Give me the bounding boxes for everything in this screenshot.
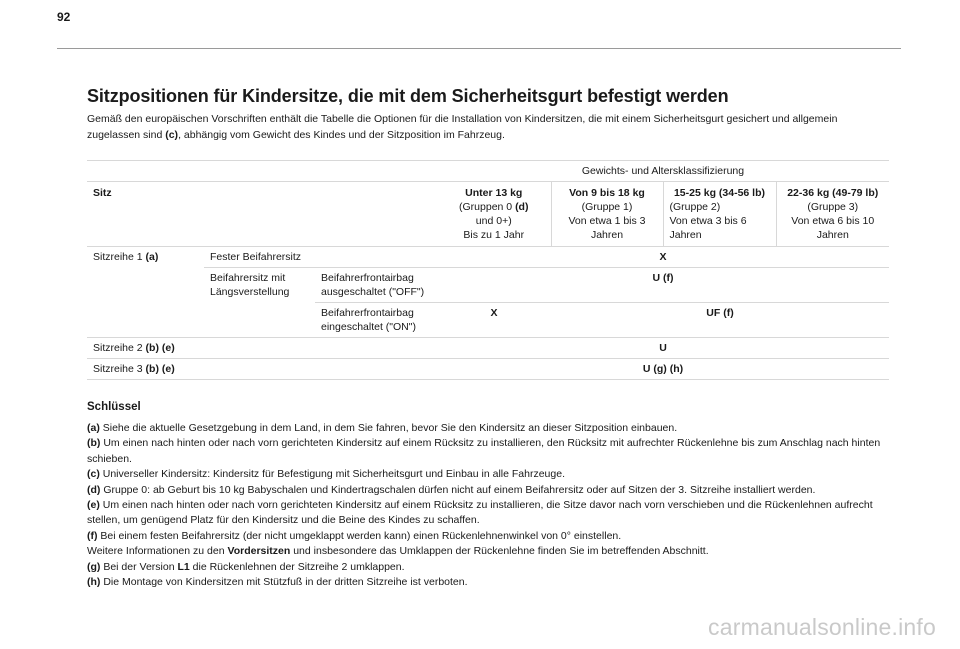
key-item-c	[87, 467, 893, 482]
row-label-row1	[87, 247, 204, 338]
column-age: Von etwa 3 bis 6	[669, 215, 747, 227]
row-label-row2	[87, 338, 437, 359]
page-title: Sitzpositionen für Kindersitze, die mit dem Sicherheitsgurt befestigt werden	[87, 86, 729, 106]
key-text: die Rückenlehnen der Sitzreihe 2 umklappen.	[189, 560, 405, 573]
watermark: carmanualsonline.info	[708, 614, 936, 640]
key-title: Schlüssel	[87, 401, 141, 413]
column-group-label: (Gruppe 2)	[669, 201, 721, 213]
column-title: 22-36 kg (49-79 lb)	[787, 187, 879, 199]
table-row	[87, 247, 889, 268]
header-divider	[57, 48, 901, 49]
column-group-label: (Gruppe 3)	[807, 201, 859, 213]
column-header-group-2	[663, 182, 776, 247]
key-text: Bei einem festen Beifahrersitz (der nicht umgeklappt werden kann) einen Rückenlehnenwinkel von 0° einstellen.	[97, 529, 622, 542]
key-text: und insbesondere das Umklappen der Rückenlehne finden Sie im betreffenden Abschnitt.	[290, 545, 709, 558]
column-ref-d: (d)	[515, 201, 529, 213]
column-age-unit: Jahren	[669, 229, 702, 241]
key-ref: (e)	[87, 499, 100, 512]
column-age: Von etwa 1 bis 3 Jahren	[568, 215, 646, 241]
classification-header: Gewichts- und Altersklassifizierung	[437, 161, 889, 182]
key-text: Um einen nach hinten oder nach vorn gerichteten Kindersitz auf einem Rücksitz zu installieren, den Rücksitz mit aufrechter Rückenlehne bis zum Anschlag nach hinten schieben.	[87, 437, 881, 465]
airbag-on-value-group0: X	[437, 303, 551, 338]
row-ref: (b) (e)	[145, 342, 175, 354]
column-group-suffix: und 0+)	[475, 215, 512, 227]
column-title: Von 9 bis 18 kg	[569, 187, 645, 199]
adjustable-seat-label: Beifahrersitz mit Längsverstellung	[204, 268, 315, 338]
row-label-text: Sitzreihe 1	[93, 251, 146, 263]
intro-ref-c: (c)	[165, 129, 179, 141]
key-ref: (a)	[87, 422, 100, 434]
fixed-seat-label: Fester Beifahrersitz	[204, 247, 437, 268]
table-row	[87, 268, 889, 303]
column-age: Bis zu 1 Jahr	[463, 229, 525, 241]
child-seat-table	[87, 160, 889, 380]
column-group-text	[443, 200, 545, 214]
key-item-h	[87, 575, 893, 590]
key-text: Siehe die aktuelle Gesetzgebung in dem Land, in dem Sie fahren, bevor Sie den Kindersitz an dieser Sitzposition einbauen.	[99, 422, 678, 434]
key-bold: L1	[177, 560, 190, 573]
airbag-on-value-rest: UF (f)	[551, 303, 889, 338]
row2-value: U	[437, 338, 889, 359]
column-header-group-0	[437, 182, 551, 247]
column-header-group-3	[776, 182, 889, 247]
intro-text: Gemäß den europäischen Vorschriften enthält die Tabelle die Optionen für die Installation von Kindersitzen, die mit einem Sicherheitsgurt gesichert und allgemein zugelassen sind	[87, 113, 838, 141]
airbag-off-value: U (f)	[437, 268, 889, 303]
airbag-off-label: Beifahrerfrontairbag ausgeschaltet ("OFF")	[315, 268, 437, 303]
column-title: Unter 13 kg	[465, 187, 523, 199]
table-row	[87, 338, 889, 359]
column-header-group-1	[551, 182, 663, 247]
key-list	[87, 421, 893, 590]
table-row	[87, 359, 889, 380]
key-ref: (g)	[87, 560, 101, 573]
key-text: Weitere Informationen zu den	[87, 545, 228, 558]
key-text: Bei der Version	[100, 560, 178, 573]
page-number: 92	[57, 10, 71, 24]
key-info-line	[87, 544, 893, 559]
key-bold: Vordersitzen	[227, 545, 291, 558]
airbag-on-label: Beifahrerfrontairbag eingeschaltet ("ON")	[315, 303, 437, 338]
key-item-d	[87, 483, 893, 498]
key-ref: (h)	[87, 576, 101, 589]
key-item-g	[87, 560, 893, 575]
key-ref: (b)	[87, 437, 101, 450]
intro-paragraph	[87, 111, 887, 143]
column-group-label: (Gruppen 0	[459, 201, 516, 213]
key-item-e	[87, 498, 893, 529]
key-ref: (c)	[87, 468, 100, 481]
row-ref-a: (a)	[145, 251, 159, 263]
column-age: Von etwa 6 bis 10 Jahren	[791, 215, 875, 241]
intro-text-end: , abhängig vom Gewicht des Kindes und der Sitzposition im Fahrzeug.	[178, 129, 505, 141]
key-text: Um einen nach hinten oder nach vorn gerichteten Kindersitz auf einem Rücksitz zu installieren, die Sitze davor nach vorn verschieben und die Rückenlehnen aufrecht stellen, um genügend Platz für den Kindersitz und die Beine des Kindes zu schaffen.	[87, 499, 873, 527]
key-item-b	[87, 436, 893, 467]
key-item-a	[87, 421, 893, 436]
table-group-header-row	[87, 161, 889, 182]
row-label-text: Sitzreihe 2	[93, 342, 146, 354]
key-text: Universeller Kindersitz: Kindersitz für Befestigung mit Sicherheitsgurt und Einbau in alle Fahrzeuge.	[99, 468, 565, 481]
key-item-f	[87, 529, 893, 544]
column-group-label: (Gruppe 1)	[581, 201, 633, 213]
row-label-text: Sitzreihe 3	[93, 363, 146, 375]
seat-column-header: Sitz	[87, 182, 437, 247]
key-ref: (d)	[87, 483, 101, 496]
row-label-row3	[87, 359, 437, 380]
row-ref: (b) (e)	[145, 363, 175, 375]
key-ref: (f)	[87, 529, 98, 542]
key-text: Gruppe 0: ab Geburt bis 10 kg Babyschalen und Kindertragschalen dürfen nicht auf einem Beifahrersitz oder auf Sitzen der 3. Sitzreihe installiert werden.	[100, 483, 816, 496]
fixed-seat-value: X	[437, 247, 889, 268]
row3-value: U (g) (h)	[437, 359, 889, 380]
column-title: 15-25 kg (34-56 lb)	[673, 187, 766, 199]
key-text: Die Montage von Kindersitzen mit Stützfuß in der dritten Sitzreihe ist verboten.	[100, 576, 468, 589]
table-header-row	[87, 182, 889, 247]
